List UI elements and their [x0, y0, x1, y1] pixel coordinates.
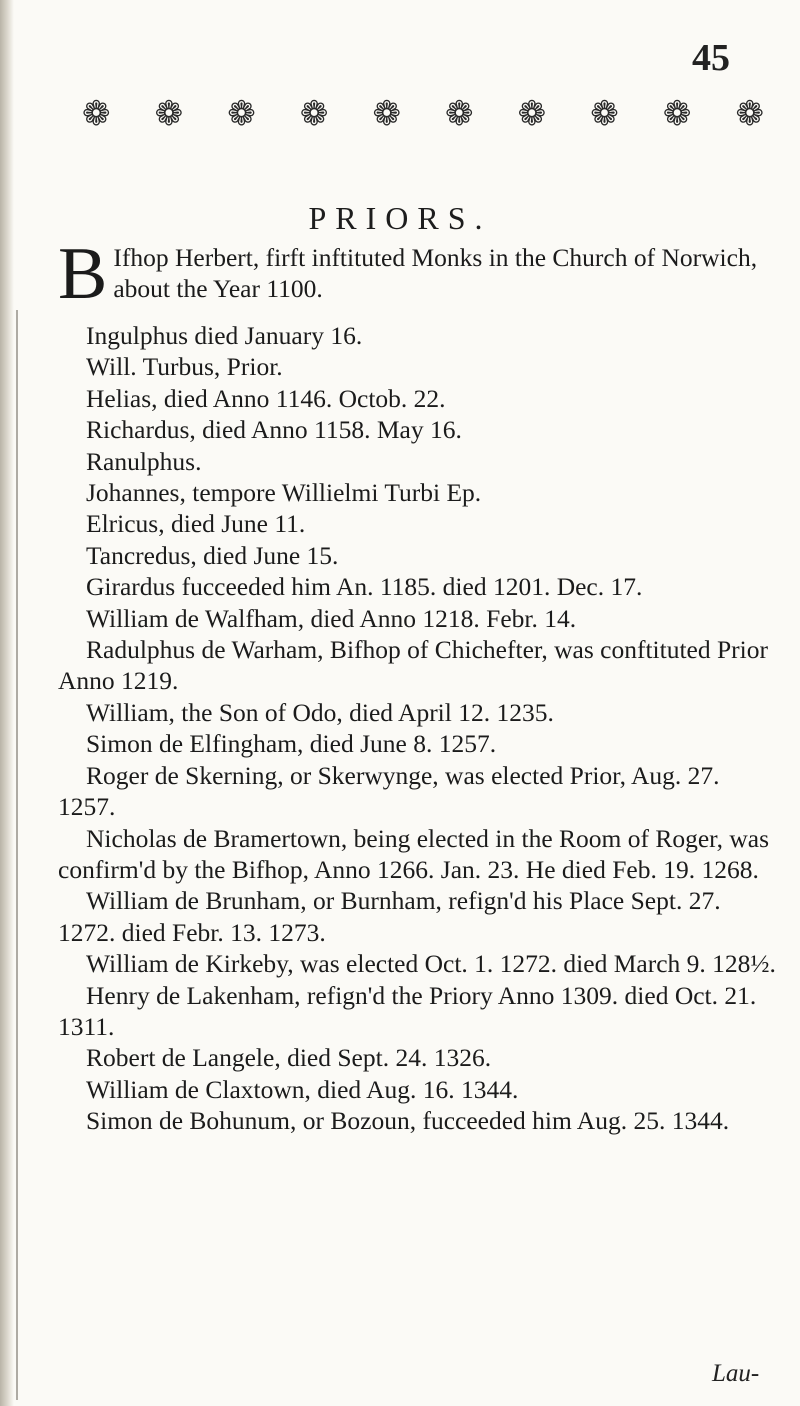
ornament-icon: ❁ [445, 94, 474, 134]
prior-entry: William, the Son of Odo, died April 12. 1235. [86, 697, 554, 727]
prior-entry: Robert de Langele, died Sept. 24. 1326. [86, 1043, 492, 1073]
prior-entry: Will. Turbus, Prior. [86, 352, 283, 382]
prior-entry: Henry de Lakenham, refign'd the Priory Anno 1309. died Oct. 21. 1311. [58, 980, 757, 1041]
prior-entry: Nicholas de Bramertown, being elected in the Room of Roger, was confirm'd by the Bifhop, Anno 1266. Jan. 23. He died Feb. 19. 1268. [58, 823, 770, 884]
priors-list [58, 320, 778, 1137]
prior-entry: Richardus, died Anno 1158. May 16. [86, 415, 462, 445]
ornament-icon: ❁ [590, 94, 619, 134]
page-heading: PRIORS. [308, 200, 492, 236]
prior-entry: Johannes, tempore Willielmi Turbi Ep. [86, 478, 482, 508]
prior-entry: Radulphus de Warham, Bifhop of Chichefter, was conftituted Prior Anno 1219. [58, 635, 768, 696]
drop-cap: B [58, 233, 108, 315]
prior-entry: Simon de Bohunum, or Bozoun, fucceeded him Aug. 25. 1344. [86, 1106, 730, 1136]
prior-entry: Elricus, died June 11. [86, 509, 306, 539]
ornament-icon: ❁ [517, 94, 547, 134]
prior-entry: William de Kirkeby, was elected Oct. 1. 1272. died March 9. 128½. [86, 949, 776, 979]
ornament-icon: ❁ [735, 94, 764, 134]
prior-entry: William de Brunham, or Burnham, refign'd his Place Sept. 27. 1272. died Febr. 13. 1273. [58, 886, 721, 947]
prior-entry: Simon de Elfingham, died June 8. 1257. [86, 729, 497, 759]
prior-entry: Tancredus, died June 15. [86, 540, 339, 570]
ornament-icon: ❁ [299, 94, 329, 134]
ornament-icon: ❁ [154, 94, 184, 134]
intro-text: Ifhop Herbert, firft inftituted Monks in the Church of Norwich, about the Year 1100. [113, 243, 758, 303]
prior-entry: Girardus fucceeded him An. 1185. died 1201. Dec. 17. [86, 572, 643, 602]
prior-entry: William de Claxtown, died Aug. 16. 1344. [86, 1074, 519, 1104]
catchword: Lau- [712, 1360, 760, 1387]
intro-paragraph [58, 233, 778, 315]
prior-entry: Ingulphus died January 16. [86, 321, 363, 350]
ornament-icon: ❁ [227, 94, 256, 134]
prior-entry: Helias, died Anno 1146. Octob. 22. [86, 383, 446, 413]
prior-entry: William de Walfham, died Anno 1218. Febr. 14. [86, 603, 577, 633]
prior-entry: Ranulphus. [86, 446, 202, 476]
gutter-line [16, 310, 18, 1400]
prior-entry: Roger de Skerning, or Skerwynge, was elected Prior, Aug. 27. 1257. [58, 760, 720, 822]
ornament-icon: ❁ [372, 94, 401, 134]
ornament-icon: ❁ [662, 94, 692, 134]
page-number: 45 [692, 37, 730, 79]
ornament-icon: ❁ [82, 94, 111, 134]
ornament-band [82, 94, 764, 134]
